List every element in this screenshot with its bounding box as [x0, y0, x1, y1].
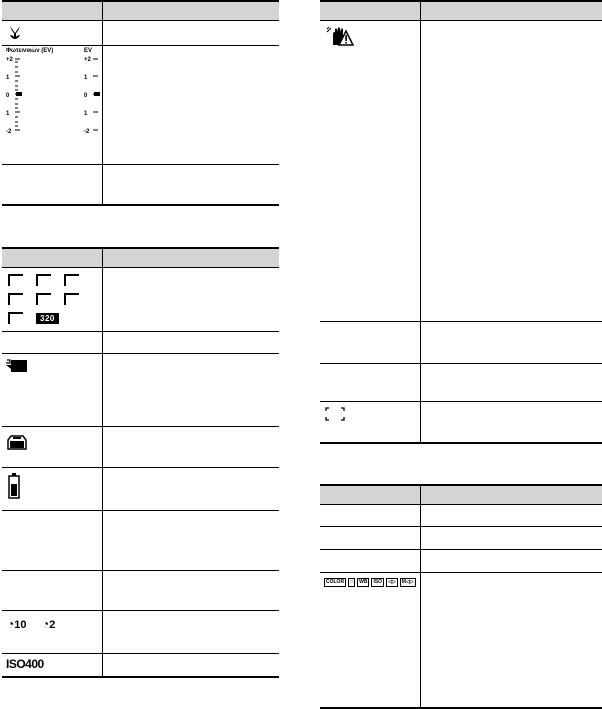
header-col2: [102, 1, 279, 21]
ev-scale-graphic: [2, 46, 102, 164]
settings-bar-icon: COLOR □ WB ISO ◁▷ M◁▷: [326, 579, 414, 585]
right-bottom-table: [320, 484, 602, 709]
image-size-frames-icon: [2, 268, 102, 331]
ev-scale-ticks-right: [92, 58, 100, 134]
ev-scale-right: +2 1 0 1 -2: [84, 57, 91, 135]
ev-label: EV: [84, 48, 93, 54]
ev-scale-ticks-left: [14, 58, 22, 134]
af-range-finder-frame-icon: [325, 407, 345, 421]
right-top-table: [320, 0, 602, 444]
folder-icon: [6, 359, 28, 373]
header-col1: [2, 1, 102, 21]
camera-shake-warning-icon: [326, 26, 354, 46]
internal-memory-icon: [7, 433, 27, 451]
ev-scale-left: +2 1 0 1 -2: [6, 57, 13, 135]
left-bottom-table: [2, 247, 279, 678]
self-timer-icon: ◔10 ◔2: [7, 617, 56, 631]
header-col1: [320, 485, 420, 505]
header-col1: [320, 1, 420, 21]
header-col2: [420, 1, 602, 21]
battery-icon: [8, 473, 20, 499]
iso-icon: ISO400: [6, 657, 44, 671]
macro-tulip-icon: [7, 24, 23, 40]
header-col2: [102, 248, 279, 268]
ev-title: Φωτεινικών (EV): [6, 48, 54, 54]
left-top-table: [2, 0, 279, 206]
size-320-badge: 320: [36, 313, 59, 324]
header-col1: [2, 248, 102, 268]
header-col2: [420, 485, 602, 505]
